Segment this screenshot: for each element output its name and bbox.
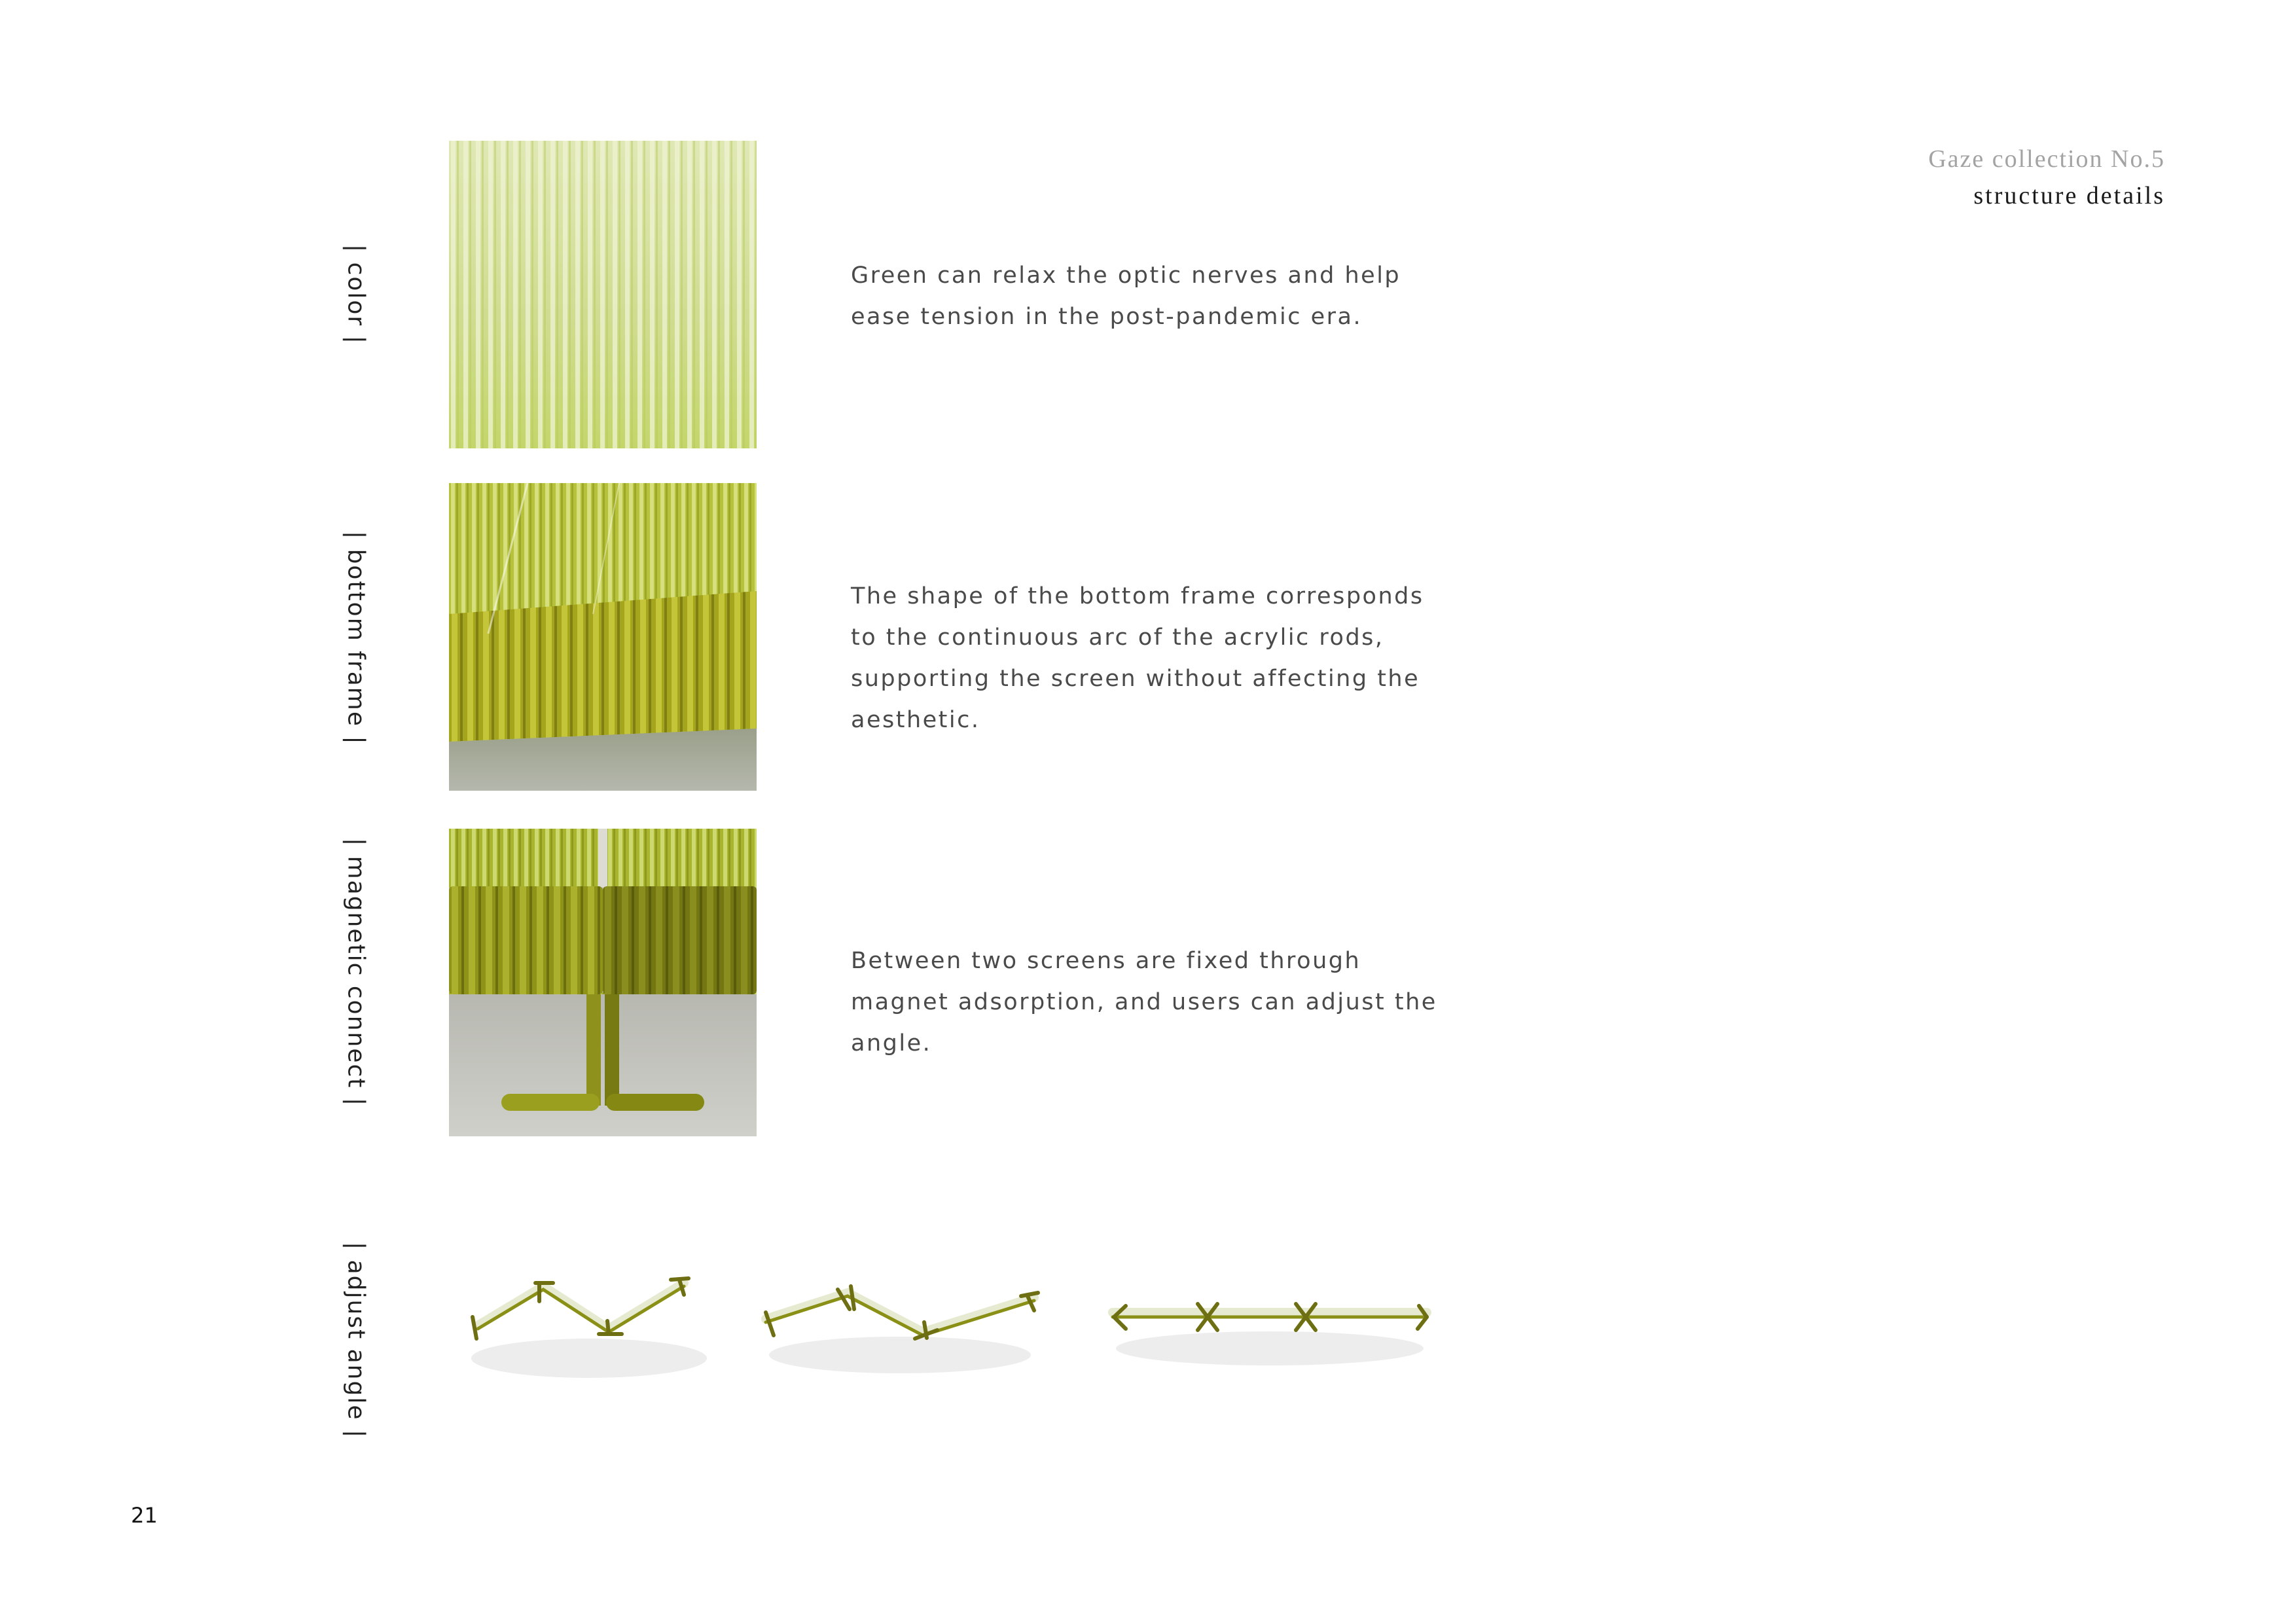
page-header [1928, 141, 2165, 214]
label-bottom-frame: | bottom frame | [342, 531, 370, 746]
description-magnetic-connect: Between two screens are fixed through magnet adsorption, and users can adjust the angle. [851, 948, 1437, 1056]
label-magnetic-connect: | magnetic connect | [342, 837, 370, 1107]
label-adjust-angle: | adjust angle | [342, 1241, 370, 1439]
angle-config-zigzag-2 [753, 1257, 1047, 1388]
photo-bottom-frame [449, 483, 757, 791]
section-subtitle: structure details [1973, 182, 2165, 209]
collection-title: Gaze collection No.5 [1928, 145, 2165, 173]
angle-config-zigzag-1 [458, 1257, 720, 1388]
bottom-frame-photo-icon [449, 483, 757, 791]
page-number: 21 [131, 1503, 158, 1528]
angle-config-straight [1100, 1257, 1440, 1388]
straight-screen-icon [1100, 1257, 1440, 1388]
label-color: | color | [342, 244, 370, 345]
description-bottom-frame: The shape of the bottom frame corresponds to the continuous arc of the acrylic rods, supporting the screen without affecting the aesthetic. [851, 583, 1424, 733]
photo-magnetic-connect [449, 829, 757, 1136]
photo-color [449, 141, 757, 448]
shallow-zigzag-screen-icon [753, 1257, 1047, 1388]
description-color: Green can relax the optic nerves and help ease tension in the post-pandemic era. [851, 262, 1401, 330]
magnetic-joint-photo-icon [449, 829, 757, 1136]
zigzag-screen-icon [458, 1257, 720, 1388]
green-texture-icon [449, 141, 757, 448]
